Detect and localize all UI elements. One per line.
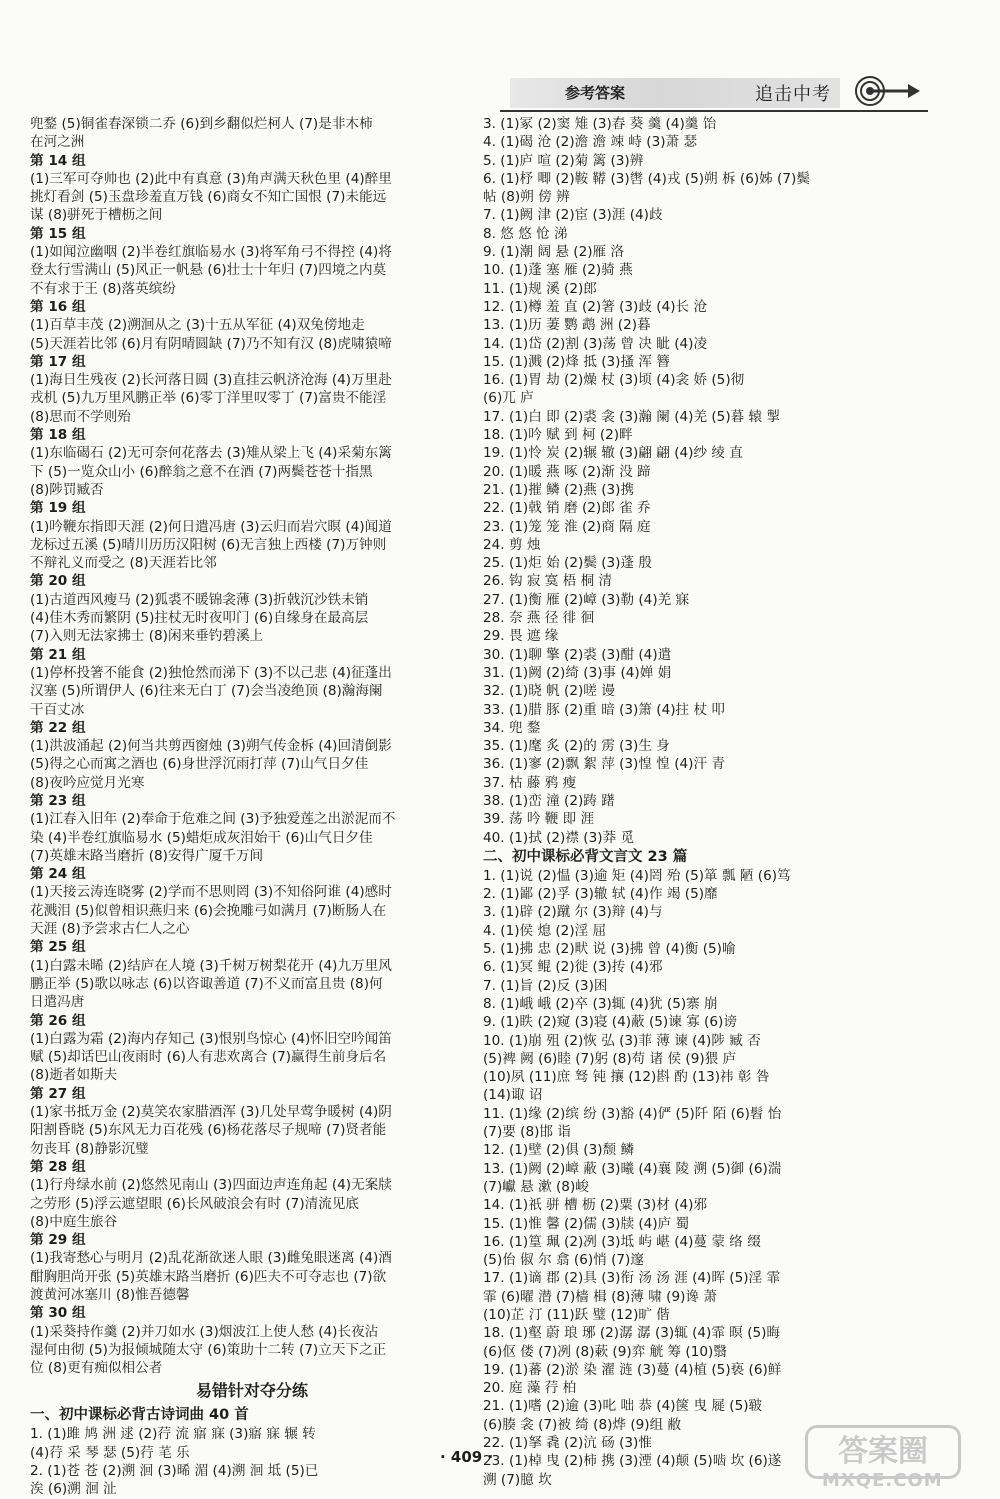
- page-number: · 409 ·: [440, 1448, 494, 1466]
- group-heading: 第 29 组: [30, 1232, 86, 1249]
- answer-line: 21. (1)嗜 (2)逾 (3)叱 咄 恭 (4)箧 曳 屣 (5)皲: [483, 1398, 763, 1415]
- answer-line: 染 (4)半卷红旗临易水 (5)蜡炬成灰泪始干 (6)山气日夕佳: [30, 829, 373, 846]
- answer-line: 登太行雪满山 (5)风正一帆悬 (6)壮士十年归 (7)四境之内莫: [30, 262, 387, 279]
- group-heading: 第 26 组: [30, 1012, 86, 1029]
- left-column: [30, 115, 474, 1499]
- answer-line: 赋 (5)却话巴山夜雨时 (6)人有悲欢离合 (7)赢得生前身后名: [30, 1049, 387, 1066]
- answer-line: 14. (1)岱 (2)割 (3)荡 曾 决 眦 (4)凌: [483, 335, 708, 352]
- answer-line: (1)洪波涌起 (2)何当共剪西窗烛 (3)朔气传金柝 (4)回清倒影: [30, 738, 392, 755]
- answer-line: 19. (1)怜 炭 (2)辗 辙 (3)翩 翩 (4)纱 绫 直: [483, 445, 743, 462]
- group-heading: 第 30 组: [30, 1305, 86, 1322]
- answer-line: (7)英雄末路当磨折 (8)安得广厦千万间: [30, 847, 264, 864]
- answer-line: 38. (1)峦 潼 (2)踌 躇: [483, 792, 615, 809]
- answer-line: (5)裨 阙 (6)睦 (7)躬 (8)苟 诸 侯 (9)猥 庐: [483, 1050, 737, 1067]
- answer-line: 干百丈冰: [30, 701, 85, 718]
- answer-line: 7. (1)旨 (2)反 (3)困: [483, 977, 608, 994]
- answer-line: 22. (1)戟 销 磨 (2)郎 雀 乔: [483, 500, 651, 517]
- answer-line: 13. (1)阙 (2)嶂 蔽 (3)曦 (4)襄 陵 溯 (5)御 (6)湍: [483, 1160, 782, 1177]
- answer-line: 8. 悠 悠 怆 涕: [483, 225, 568, 242]
- header-title: 追击中考: [755, 84, 831, 105]
- answer-line: 挑灯看剑 (5)玉盘珍羞直万钱 (6)商女不知亡国恨 (7)未能远: [30, 189, 387, 206]
- answer-line: 酣胸胆尚开张 (5)英雄末路当磨折 (6)匹夫不可夺志也 (7)欲: [30, 1268, 387, 1285]
- answer-line: 22. (1)拏 毳 (2)沆 砀 (3)惟: [483, 1435, 652, 1452]
- answer-line: 11. (1)缘 (2)缤 纷 (3)豁 (4)俨 (5)阡 陌 (6)髫 怡: [483, 1105, 782, 1122]
- answer-line: 34. 兜 鍪: [483, 719, 541, 736]
- answer-line: 12. (1)樽 羞 直 (2)箸 (3)歧 (4)长 沧: [483, 298, 708, 315]
- answer-line: (5)得之心而寓之酒也 (6)身世浮沉雨打萍 (7)山气日夕佳: [30, 756, 369, 773]
- answer-line: (8)陟罚臧否: [30, 481, 104, 498]
- answer-line: 39. 荡 吟 鞭 即 涯: [483, 811, 595, 828]
- answer-line: 14. (1)祇 骈 槽 枥 (2)粟 (3)材 (4)邪: [483, 1197, 708, 1214]
- answer-line: (1)行舟绿水前 (2)悠然见南山 (3)四面边声连角起 (4)无案牍: [30, 1177, 392, 1194]
- answer-line: 31. (1)阙 (2)绮 (3)事 (4)婵 娟: [483, 664, 672, 681]
- group-heading: 第 17 组: [30, 353, 86, 370]
- watermark-url: MXQE.COM: [822, 1470, 943, 1491]
- answer-line: 4. (1)碣 沧 (2)澹 澹 竦 峙 (3)萧 瑟: [483, 134, 698, 151]
- answer-line: 1. (1)说 (2)愠 (3)逾 矩 (4)罔 殆 (5)箪 瓢 陋 (6)笃: [483, 867, 791, 884]
- answer-line: 25. (1)炬 始 (2)鬓 (3)蓬 殷: [483, 555, 652, 572]
- answer-line: (1)我寄愁心与明月 (2)乱花渐欲迷人眼 (3)雌兔眼迷离 (4)酒: [30, 1250, 392, 1267]
- answer-line: (1)天接云涛连晓雾 (2)学而不思则罔 (3)不知俗阿谁 (4)感时: [30, 884, 392, 901]
- answer-line: 鹏正举 (5)歌以咏志 (6)以咨诹善道 (7)不义而富且贵 (8)何: [30, 975, 383, 992]
- answer-line: 5. (1)庐 喧 (2)菊 篱 (3)辨: [483, 152, 644, 169]
- answer-line: 21. (1)摧 鳞 (2)燕 (3)携: [483, 481, 635, 498]
- answer-line: (1)东临碣石 (2)无可奈何花落去 (3)雉从梁上飞 (4)采菊东篱: [30, 445, 392, 462]
- answer-line: (8)逝者如斯夫: [30, 1067, 118, 1084]
- watermark-logo: 答案圈: [805, 1425, 961, 1479]
- answer-line: 勿丧耳 (8)静影沉璧: [30, 1140, 149, 1157]
- answer-line: 35. (1)麾 炙 (2)的 雳 (3)生 身: [483, 738, 670, 755]
- answer-line: 汉塞 (5)所谓伊人 (6)往来无白丁 (7)会当凌绝顶 (8)瀚海阑: [30, 683, 383, 700]
- answer-line: (1)停杯投箸不能食 (2)独怆然而涕下 (3)不以己悲 (4)征蓬出: [30, 664, 392, 681]
- answer-line: 27. (1)衡 雁 (2)嶂 (3)勒 (4)羌 寐: [483, 591, 690, 608]
- answer-line: (7)要 (8)邯 诣: [483, 1124, 571, 1141]
- answer-line: (1)吟鞭东指即天涯 (2)何日遣冯唐 (3)云归而岩穴暝 (4)闻道: [30, 518, 392, 535]
- answer-line: 33. (1)腊 豚 (2)重 暗 (3)箫 (4)拄 杖 叩: [483, 701, 725, 718]
- answer-line: 之劳形 (5)浮云遮望眼 (6)长风破浪会有时 (7)清流见底: [30, 1195, 360, 1212]
- answer-line: 15. (1)惟 馨 (2)儒 (3)牍 (4)庐 蜀: [483, 1215, 690, 1232]
- answer-line: 10. (1)蓬 塞 雁 (2)骑 燕: [483, 262, 633, 279]
- answer-line: 15. (1)溅 (2)烽 抵 (3)搔 浑 簪: [483, 353, 670, 370]
- answer-line: 帖 (8)朔 傍 辨: [483, 189, 570, 206]
- answer-line: 26. 钩 寂 寞 梧 桐 清: [483, 573, 613, 590]
- group-heading: 第 28 组: [30, 1158, 86, 1175]
- answer-line: 阳割昏晓 (5)东风无力百花残 (6)杨花落尽子规啼 (7)贤者能: [30, 1122, 387, 1139]
- part-title: 易错针对夺分练: [195, 1381, 308, 1401]
- answer-line: 37. 枯 藤 鸦 瘦: [483, 774, 577, 791]
- answer-line: 不辩礼义而受之 (8)天涯若比邻: [30, 555, 217, 572]
- answer-line: (1)采葵持作羹 (2)并刀如水 (3)烟波江上使人愁 (4)长夜沾: [30, 1323, 379, 1340]
- answer-line: 8. (1)峨 峨 (2)卒 (3)辄 (4)犹 (5)寨 崩: [483, 995, 718, 1012]
- page-header: [500, 74, 930, 114]
- answer-line: 9. (1)潮 阔 悬 (2)雁 洛: [483, 244, 625, 261]
- answer-line: (4)佳木秀而繁阴 (5)拄杖无时夜叩门 (6)自缘身在最高层: [30, 610, 369, 627]
- answer-line: (1)古道西风瘦马 (2)狐裘不暖锦衾薄 (3)折戟沉沙铁未销: [30, 591, 369, 608]
- section-heading: 一、初中课标必背古诗词曲 40 首: [30, 1407, 249, 1424]
- answer-line: 渡黄河冰塞川 (8)惟吾德馨: [30, 1287, 190, 1303]
- answer-line: 10. (1)崩 殂 (2)恢 弘 (3)菲 薄 谏 (4)陟 臧 否: [483, 1032, 761, 1049]
- answer-line: 不有求于王 (8)落英缤纷: [30, 280, 176, 297]
- answer-line: 6. (1)冥 鲲 (2)徙 (3)抟 (4)邪: [483, 959, 663, 976]
- answer-line: (1)家书抵万金 (2)莫笑农家腊酒浑 (3)几处早莺争暖树 (4)阴: [30, 1104, 392, 1121]
- answer-line: 16. (1)胃 劫 (2)燥 杖 (3)顷 (4)衾 娇 (5)彻: [483, 372, 745, 389]
- answer-line: (5)佁 俶 尔 翕 (6)悄 (7)邃: [483, 1252, 644, 1269]
- answer-line: 位 (8)更有痴似相公者: [30, 1360, 163, 1377]
- group-heading: 第 21 组: [30, 646, 86, 663]
- answer-line: 17. (1)白 即 (2)裘 衾 (3)瀚 阑 (4)羌 (5)暮 辕 掣: [483, 408, 781, 425]
- group-heading: 第 18 组: [30, 427, 86, 444]
- right-column: [483, 115, 923, 1489]
- answer-line: 32. (1)晓 帆 (2)嗟 谩: [483, 683, 615, 700]
- answer-line: 日遣冯唐: [30, 994, 85, 1011]
- answer-line: (4)荇 采 琴 瑟 (5)荇 芼 乐: [30, 1444, 190, 1461]
- group-heading: 第 22 组: [30, 719, 86, 736]
- group-heading: 第 24 组: [30, 866, 86, 883]
- answer-line: 20. (1)暖 燕 啄 (2)渐 没 蹄: [483, 463, 651, 480]
- answer-line: (1)海日生残夜 (2)长河落日圆 (3)直挂云帆济沧海 (4)万里赴: [30, 372, 392, 389]
- answer-line: (1)白露为霜 (2)海内存知己 (3)恨别鸟惊心 (4)怀旧空吟闻笛: [30, 1030, 392, 1047]
- answer-line: (1)三军可夺帅也 (2)此中有真意 (3)角声满天秋色里 (4)醉里: [30, 170, 392, 187]
- header-ref-label: 参考答案: [565, 84, 626, 102]
- answer-line: 9. (1)眣 (2)窥 (3)寝 (4)蔽 (5)谏 寡 (6)谤: [483, 1014, 737, 1031]
- answer-line: 12. (1)壁 (2)俱 (3)颓 鳞: [483, 1142, 635, 1159]
- answer-line: (10)芷 汀 (11)跃 璧 (12)旷 偕: [483, 1307, 670, 1323]
- answer-line: 17. (1)谪 郡 (2)具 (3)衔 汤 汤 涯 (4)晖 (5)淫 霏: [483, 1270, 781, 1287]
- answer-line: (6)伛 偻 (7)冽 (8)蔌 (9)弈 觥 筹 (10)翳: [483, 1343, 727, 1360]
- answer-line: 湿何由彻 (5)为报倾城随太守 (6)策助十二转 (7)立天下之正: [30, 1341, 387, 1358]
- answer-line: 23. (1)棹 曳 (2)柿 携 (3)湮 (4)颠 (5)啮 坎 (6)遂: [483, 1453, 782, 1470]
- answer-line: 19. (1)蕃 (2)淤 染 濯 涟 (3)蔓 (4)植 (5)亵 (6)鲜: [483, 1361, 782, 1378]
- answer-line: 18. (1)壑 蔚 琅 琊 (2)潺 潺 (3)辄 (4)霏 暝 (5)晦: [483, 1325, 781, 1342]
- answer-line: 28. 奈 燕 径 徘 徊: [483, 610, 595, 627]
- group-heading: 第 16 组: [30, 298, 86, 315]
- answer-line: 1. (1)雎 鸠 洲 逑 (2)荇 流 寤 寐 (3)寤 寐 辗 转: [30, 1426, 316, 1443]
- answer-line: 3. (1)辟 (2)蹴 尔 (3)辩 (4)与: [483, 904, 663, 921]
- group-heading: 第 25 组: [30, 939, 86, 956]
- answer-line: 天涯 (8)予尝求古仁人之心: [30, 921, 190, 938]
- header-rule: [500, 110, 928, 112]
- answer-line: 24. 剪 烛: [483, 536, 541, 553]
- answer-line: 11. (1)规 溪 (2)郎: [483, 280, 597, 297]
- answer-line: (6)腠 衾 (7)被 绮 (8)烨 (9)组 敝: [483, 1416, 682, 1433]
- group-heading: 第 14 组: [30, 152, 86, 169]
- group-heading: 第 19 组: [30, 500, 86, 517]
- answer-line: 下 (5)一览众山小 (6)醉翁之意不在酒 (7)两鬓苍苍十指黑: [30, 463, 373, 480]
- answer-line: 13. (1)历 萋 鹦 鹉 洲 (2)暮: [483, 317, 651, 334]
- answer-line: (1)百草丰茂 (2)溯洄从之 (3)十五从军征 (4)双兔傍地走: [30, 317, 365, 334]
- answer-line: (14)诹 诏: [483, 1087, 543, 1104]
- answer-line: 4. (1)侯 熄 (2)淫 屈: [483, 922, 607, 939]
- answer-line: 6. (1)杼 唧 (2)鞍 鞯 (3)辔 (4)戎 (5)朔 柝 (6)姊 (7)鬓: [483, 170, 810, 187]
- group-heading: 第 15 组: [30, 225, 86, 242]
- answer-line: 在河之洲: [30, 134, 85, 151]
- answer-line: 霏 (6)曜 潜 (7)樯 楫 (8)薄 啸 (9)谗 萧: [483, 1288, 717, 1305]
- answer-line: 戎机 (5)九万里风鹏正举 (6)零丁洋里叹零丁 (7)富贵不能淫: [30, 390, 387, 407]
- answer-line: 16. (1)篁 珮 (2)冽 (3)坻 屿 嵁 (4)蔓 蒙 络 缀: [483, 1233, 761, 1250]
- answer-line: 涘 (6)溯 洄 沚: [30, 1481, 117, 1498]
- answer-line: 2. (1)鄙 (2)孚 (3)辙 轼 (4)作 竭 (5)靡: [483, 886, 718, 903]
- answer-line: 29. 畏 遮 缘: [483, 628, 559, 645]
- answer-line: (5)天涯若比邻 (6)月有阴晴圆缺 (7)乃不知有汉 (8)虎啸猿啼: [30, 335, 392, 352]
- answer-line: 20. 庭 藻 荇 柏: [483, 1380, 577, 1397]
- answer-line: 龙标过五溪 (5)晴川历历汉阳树 (6)无言独上西楼 (7)万钟则: [30, 536, 387, 553]
- answer-line: 30. (1)聊 擎 (2)裘 (3)酣 (4)遣: [483, 646, 672, 663]
- answer-line: (7)巘 悬 漱 (8)峻: [483, 1178, 589, 1195]
- answer-line: 谋 (8)骈死于槽枥之间: [30, 207, 163, 224]
- answer-line: (1)白露未晞 (2)结庐在人境 (3)千树万树梨花开 (4)九万里风: [30, 957, 392, 974]
- group-heading: 第 27 组: [30, 1085, 86, 1102]
- answer-line: 2. (1)苍 苍 (2)溯 洄 (3)晞 湄 (4)溯 洄 坻 (5)已: [30, 1463, 319, 1480]
- answer-line: 40. (1)拭 (2)襟 (3)莽 觅: [483, 829, 635, 846]
- answer-line: 23. (1)笼 笼 淮 (2)商 隔 庭: [483, 518, 651, 535]
- answer-line: (8)思而不学则殆: [30, 408, 131, 425]
- group-heading: 第 23 组: [30, 792, 86, 809]
- answer-line: 5. (1)拂 忠 (2)畎 说 (3)拂 曾 (4)衡 (5)喻: [483, 941, 736, 958]
- answer-line: (1)江春入旧年 (2)奉命于危难之间 (3)予独爱莲之出淤泥而不: [30, 811, 396, 828]
- answer-line: (6)兀 庐: [483, 390, 534, 407]
- answer-line: 花溅泪 (5)似曾相识燕归来 (6)会挽雕弓如满月 (7)断肠人在: [30, 902, 387, 919]
- answer-line: (1)如闻泣幽咽 (2)半卷红旗临易水 (3)将军角弓不得控 (4)将: [30, 244, 392, 261]
- answer-line: (7)入则无法家拂士 (8)闲来垂钓碧溪上: [30, 628, 264, 645]
- answer-line: 3. (1)冢 (2)窦 雉 (3)舂 葵 羹 (4)羹 饴: [483, 116, 717, 132]
- answer-line: 7. (1)阙 津 (2)宦 (3)涯 (4)歧: [483, 207, 663, 224]
- group-heading: 第 20 组: [30, 573, 86, 590]
- answer-line: (8)中庭生旅谷: [30, 1213, 118, 1230]
- answer-line: 18. (1)吟 赋 到 柯 (2)畔: [483, 427, 633, 444]
- answer-line: 36. (1)寥 (2)飘 絮 萍 (3)惶 惶 (4)汗 青: [483, 756, 725, 773]
- answer-line: (8)夜吟应觉月光寒: [30, 774, 145, 791]
- answer-line: 溯 (7)臆 坎: [483, 1471, 552, 1488]
- answer-line: 兜鍪 (5)铜雀春深锁二乔 (6)到乡翻似烂柯人 (7)是非木柿: [30, 116, 373, 132]
- answer-line: (10)夙 (11)庶 驽 钝 攘 (12)斟 酌 (13)祎 彰 咎: [483, 1069, 770, 1086]
- section-heading: 二、初中课标必背文言文 23 篇: [483, 848, 688, 865]
- target-arrow-icon: [852, 74, 922, 108]
